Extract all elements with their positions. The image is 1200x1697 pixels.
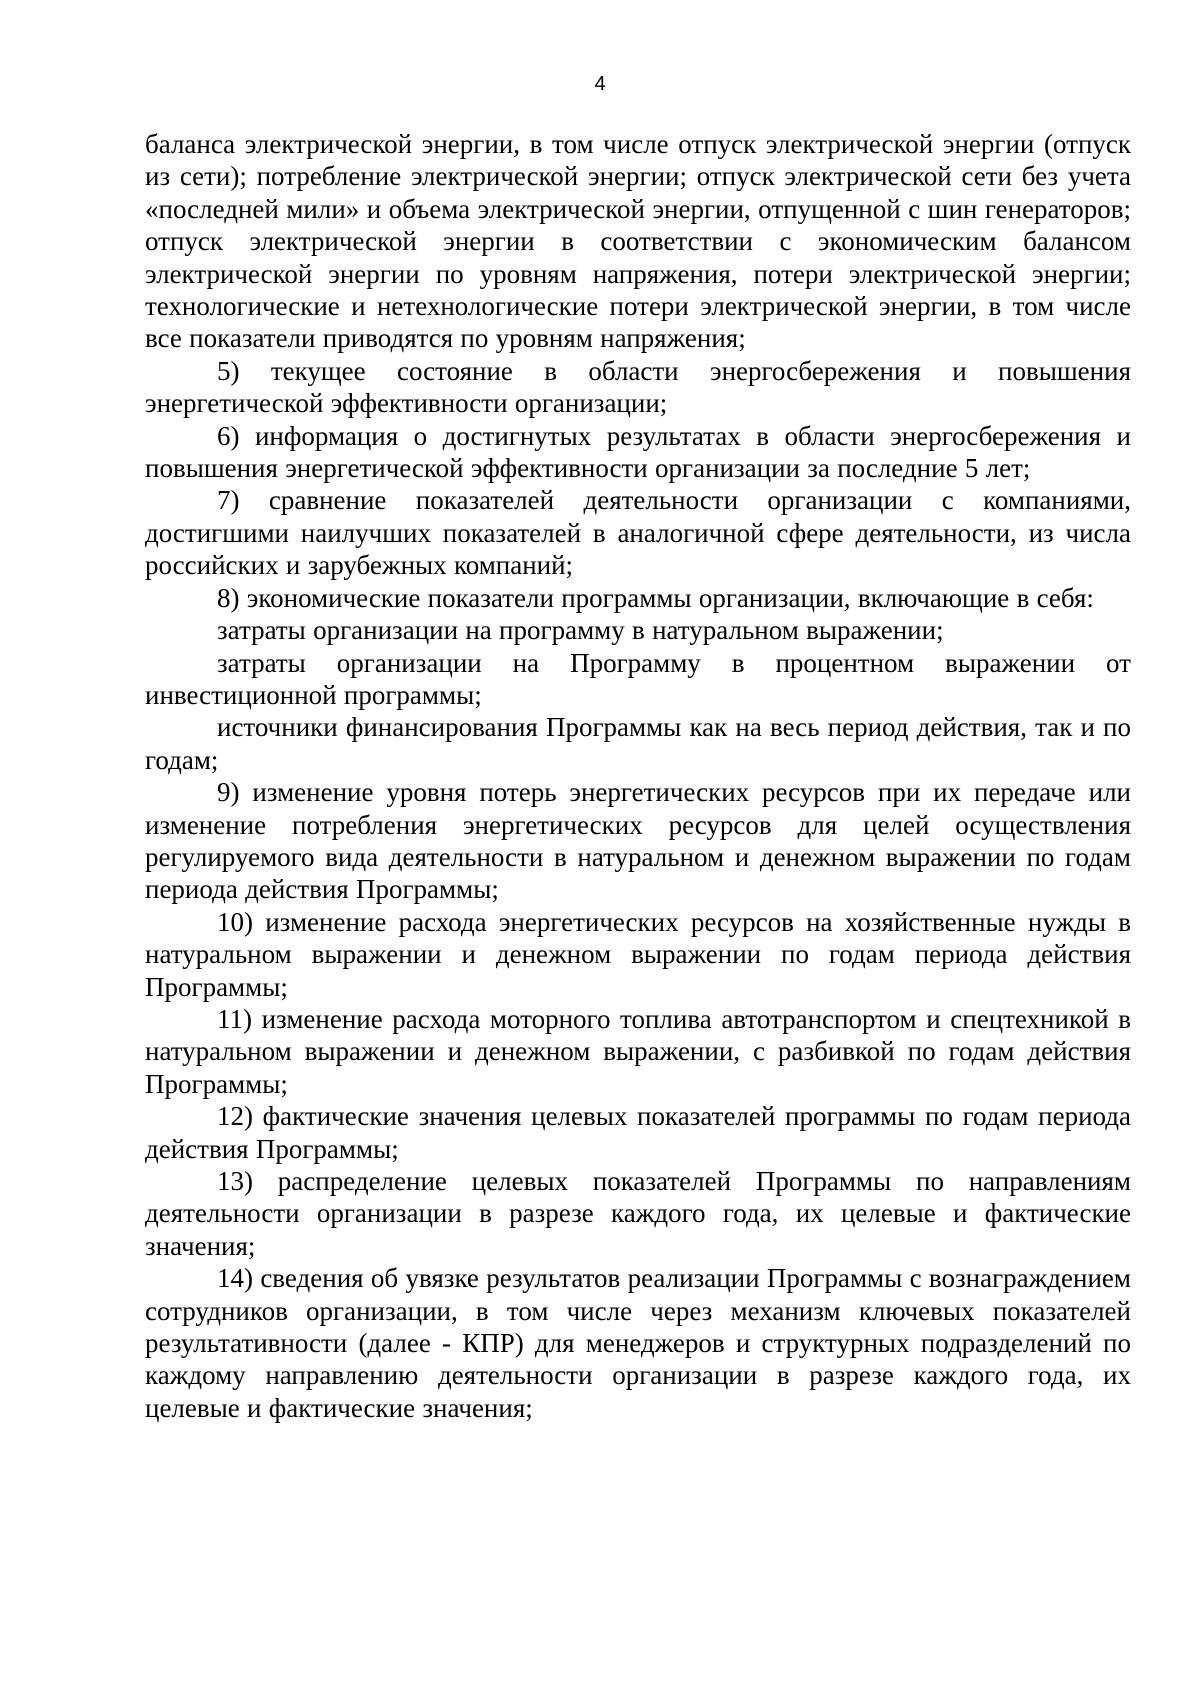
paragraph-item-8: 8) экономические показатели программы организации, включающие в себя:: [217, 582, 1094, 613]
paragraph-item-5: 5) текущее состояние в области энергосбережения и повышения энергетической эффективности организации;: [145, 355, 1131, 419]
paragraph-item-14: 14) сведения об увязке результатов реализации Программы с вознаграждением сотрудников организации, в том числе через механизм ключевых показателей результативности (далее - КПР) для менеджеров и структурных подразделений по каждому направлению деятельности организации в разрезе каждого года, их целевые и фактические значения;: [145, 1263, 1131, 1423]
page-number: 4: [594, 73, 606, 95]
paragraph-item-7: 7) сравнение показателей деятельности организации с компаниями, достигшими наилучших показателей в аналогичной сфере деятельности, из числа российских и зарубежных компаний;: [145, 485, 1131, 581]
paragraph-item-12: 12) фактические значения целевых показателей программы по годам периода действия Программы;: [145, 1101, 1131, 1164]
paragraph-item-11: 11) изменение расхода моторного топлива автотранспортом и спецтехникой в натуральном выражении и денежном выражении, с разбивкой по годам действия Программы;: [145, 1003, 1131, 1099]
paragraph-item-13: 13) распределение целевых показателей Программы по направлениям деятельности организации в разрезе каждого года, их целевые и фактические значения;: [145, 1166, 1131, 1261]
paragraph-item-6: 6) информация о достигнутых результатах в области энергосбережения и повышения энергетической эффективности организации за последние 5 лет;: [145, 420, 1131, 484]
document-body: [145, 128, 1131, 1424]
paragraph-item-8-costs-percent: затраты организации на Программу в процентном выражении от инвестиционной программы;: [145, 647, 1131, 710]
paragraph-item-9: 9) изменение уровня потерь энергетических ресурсов при их передаче или изменение потребления энергетических ресурсов для целей осуществления регулируемого вида деятельности в натуральном и денежном выражении по годам периода действия Программы;: [145, 777, 1131, 905]
paragraph-item-10: 10) изменение расхода энергетических ресурсов на хозяйственные нужды в натуральном выражении и денежном выражении по годам периода действия Программы;: [145, 906, 1131, 1002]
paragraph-item-8-funding-sources: источники финансирования Программы как на весь период действия, так и по годам;: [145, 712, 1131, 775]
paragraph-item-8-costs-natural: затраты организации на программу в натуральном выражении;: [217, 615, 944, 646]
paragraph-continuation: баланса электрической энергии, в том числе отпуск электрической энергии (отпуск из сети); потребление электрической энергии; отпуск электрической сети без учета «последней мили» и объема электрической энергии, отпущенной с шин генераторов; отпуск электрической энергии в соответствии с экономическим балансом электрической энергии по уровням напряжения, потери электрической энергии; технологические и нетехнологические потери электрической энергии, в том числе все показатели приводятся по уровням напряжения;: [145, 129, 1131, 354]
